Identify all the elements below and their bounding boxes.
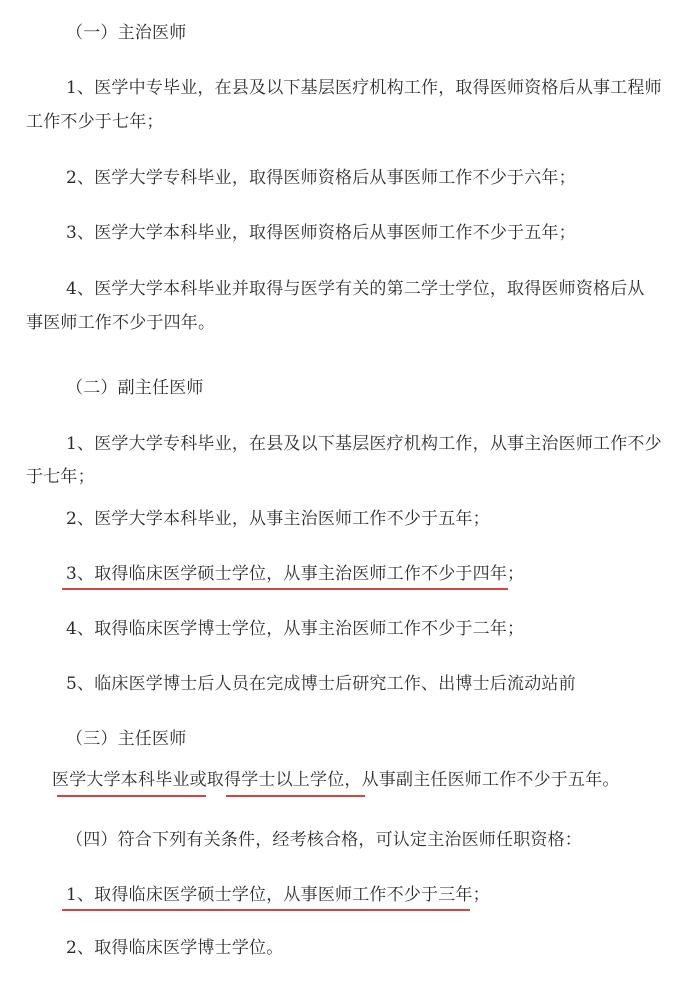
red-underline: [226, 795, 365, 797]
list-item: 2、医学大学本科毕业，从事主治医师工作不少于五年；: [66, 509, 490, 529]
section-heading-4: （四）符合下列有关条件，经考核合格，可认定主治医师任职资格：: [66, 830, 582, 850]
list-item-continuation: 于七年；: [26, 467, 95, 487]
list-item-continuation: 事医师工作不少于四年。: [26, 313, 216, 333]
list-item: 1、医学大学专科毕业，在县及以下基层医疗机构工作，从事主治医师工作不少: [66, 434, 662, 454]
list-item-continuation: 工作不少于七年；: [26, 112, 164, 132]
list-item-highlighted: 医学大学本科毕业或取得学士以上学位，从事副主任医师工作不少于五年。: [52, 770, 620, 790]
list-item: 4、取得临床医学博士学位，从事主治医师工作不少于二年；: [66, 619, 525, 639]
list-item: 5、临床医学博士后人员在完成博士后研究工作、出博士后流动站前: [66, 674, 576, 694]
red-underline: [62, 909, 470, 911]
section-heading-3: （三）主任医师: [66, 729, 187, 749]
list-item: 2、取得临床医学博士学位。: [66, 938, 284, 958]
red-underline: [62, 588, 508, 590]
list-item: 4、医学大学本科毕业并取得与医学有关的第二学士学位，取得医师资格后从: [66, 279, 645, 299]
list-item-highlighted: 3、取得临床医学硕士学位，从事主治医师工作不少于四年；: [66, 564, 525, 584]
list-item: 2、医学大学专科毕业，取得医师资格后从事医师工作不少于六年；: [66, 168, 576, 188]
list-item: 1、医学中专毕业，在县及以下基层医疗机构工作，取得医师资格后从事工程师: [66, 78, 662, 98]
section-heading-1: （一）主治医师: [66, 23, 187, 43]
red-underline: [57, 795, 206, 797]
list-item: 3、医学大学本科毕业，取得医师资格后从事医师工作不少于五年；: [66, 223, 576, 243]
list-item-highlighted: 1、取得临床医学硕士学位，从事医师工作不少于三年；: [66, 885, 490, 905]
section-heading-2: （二）副主任医师: [66, 378, 204, 398]
